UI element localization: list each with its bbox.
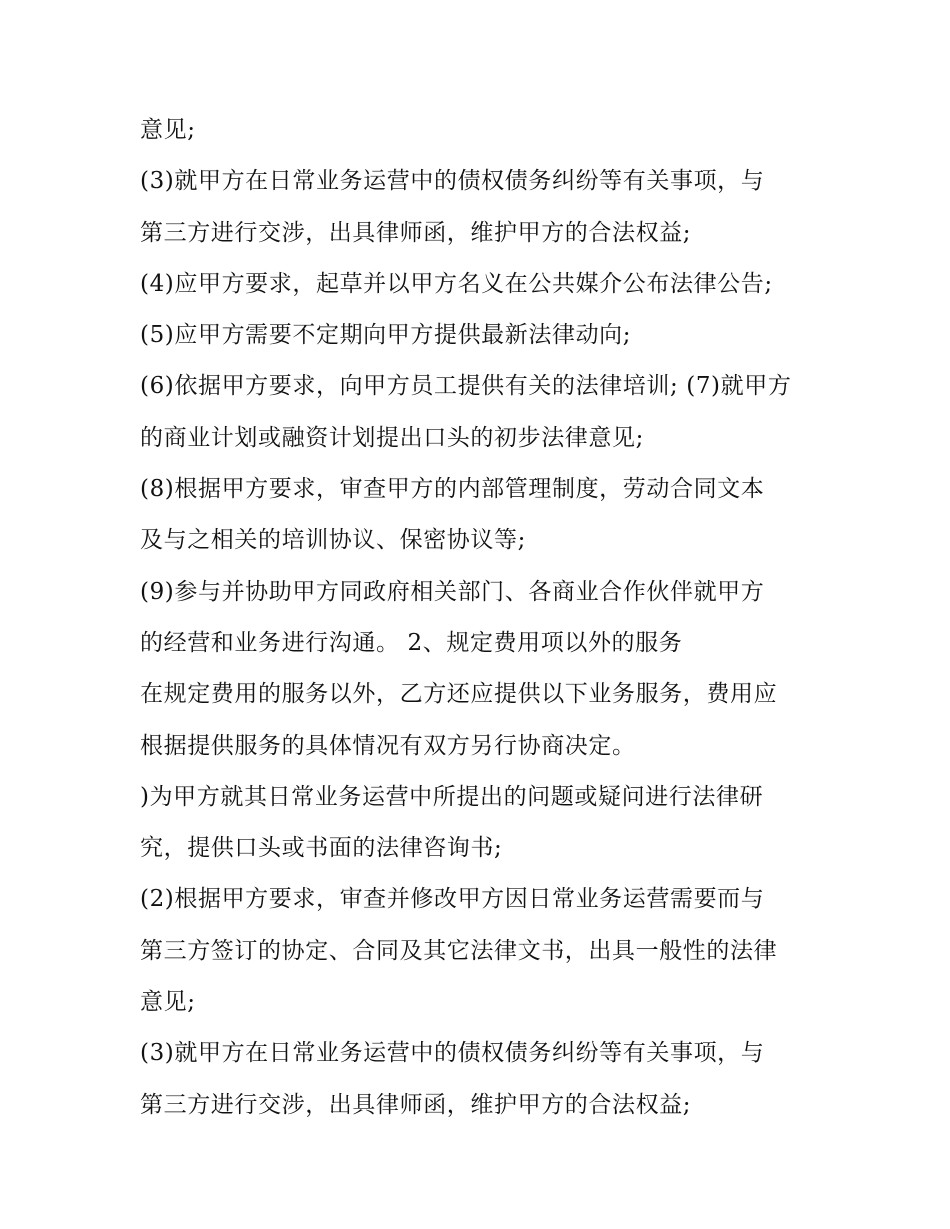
text-line: 第三方签订的协定、合同及其它法律文书，出具一般性的法律 [140, 937, 778, 964]
text-line: (3)就甲方在日常业务运营中的债权债务纠纷等有关事项，与 [140, 168, 765, 195]
text-line: 根据提供服务的具体情况有双方另行协商决定。 [140, 732, 636, 759]
text-line: (6)依据甲方要求，向甲方员工提供有关的法律培训; (7)就甲方 [140, 373, 792, 400]
text-line: 意见; [140, 989, 196, 1016]
text-line: 的经营和业务进行沟通。 2、规定费用项以外的服务 [140, 629, 683, 656]
text-line: 第三方进行交涉，出具律师函，维护甲方的合法权益; [140, 1091, 692, 1118]
text-line: 第三方进行交涉，出具律师函，维护甲方的合法权益; [140, 219, 692, 246]
text-line: (4)应甲方要求，起草并以甲方名义在公共媒介公布法律公告; [140, 270, 773, 297]
text-line: )为甲方就其日常业务运营中所提出的问题或疑问进行法律研 [140, 783, 764, 810]
text-line: 的商业计划或融资计划提出口头的初步法律意见; [140, 424, 644, 451]
text-line: 究，提供口头或书面的法律咨询书; [140, 835, 503, 862]
text-line: (3)就甲方在日常业务运营中的债权债务纠纷等有关事项，与 [140, 1040, 765, 1067]
text-line: 意见; [140, 117, 196, 143]
text-line: (9)参与并协助甲方同政府相关部门、各商业合作伙伴就甲方 [140, 578, 765, 605]
text-line: (2)根据甲方要求，审查并修改甲方因日常业务运营需要而与 [140, 886, 765, 913]
text-line: 及与之相关的培训协议、保密协议等; [140, 527, 526, 554]
text-line: (8)根据甲方要求，审查甲方的内部管理制度，劳动合同文本 [140, 476, 765, 503]
document-body [140, 108, 830, 1134]
text-line: 在规定费用的服务以外，乙方还应提供以下业务服务，费用应 [140, 681, 778, 708]
text-line: (5)应甲方需要不定期向甲方提供最新法律动向; [140, 322, 632, 349]
